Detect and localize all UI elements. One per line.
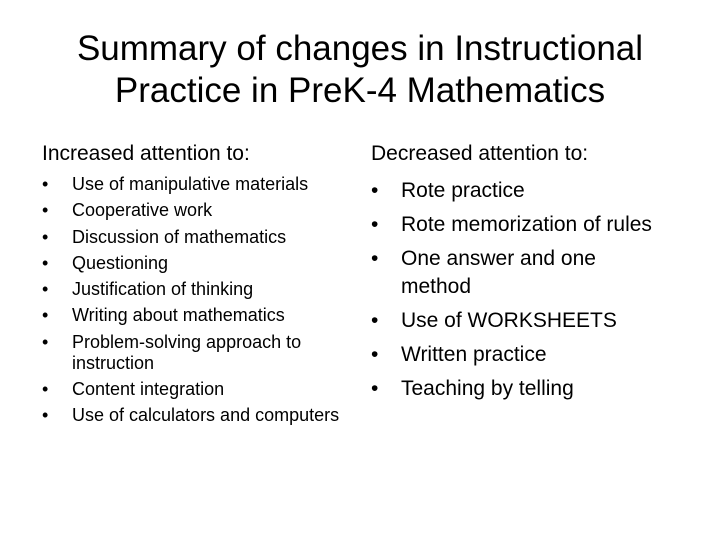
bullet-icon: • <box>42 174 49 194</box>
list-item-text: Teaching by telling <box>401 377 574 400</box>
bullet-icon: • <box>371 213 379 236</box>
decreased-attention-list <box>371 177 671 409</box>
list-item-text: Use of WORKSHEETS <box>401 309 617 332</box>
bullet-icon: • <box>42 331 49 352</box>
list-item <box>42 305 342 326</box>
list-item-text: Rote practice <box>401 179 525 202</box>
list-item <box>371 245 671 301</box>
list-item-text: Questioning <box>72 252 169 273</box>
slide-title-line-1: Summary of changes in Instructional <box>76 29 644 68</box>
list-item <box>42 379 342 400</box>
bullet-icon: • <box>42 279 49 300</box>
list-item <box>371 211 671 239</box>
list-item <box>42 279 342 300</box>
bullet-icon: • <box>42 226 49 247</box>
bullet-icon: • <box>371 179 379 202</box>
list-item-text: Use of calculators and computers <box>72 405 340 426</box>
list-item <box>371 177 671 205</box>
list-item-text: Justification of thinking <box>72 279 254 300</box>
list-item-text: One answer and one method <box>401 247 596 298</box>
bullet-icon: • <box>42 252 49 273</box>
list-item-text: Discussion of mathematics <box>72 226 287 247</box>
list-item-text: Rote memorization of rules <box>401 213 652 236</box>
list-item <box>42 174 342 195</box>
list-item <box>42 405 342 426</box>
list-item-text: Written practice <box>401 343 547 366</box>
increased-attention-list <box>42 174 342 432</box>
list-item-text: Content integration <box>72 379 225 400</box>
increased-attention-heading: Increased attention to: <box>42 142 250 165</box>
list-item <box>42 227 342 248</box>
list-item <box>371 307 671 335</box>
slide-title <box>20 28 700 112</box>
list-item <box>42 253 342 274</box>
list-item <box>42 332 342 374</box>
slide-title-line-2: Practice in PreK-4 Mathematics <box>114 71 606 110</box>
list-item <box>42 200 342 221</box>
bullet-icon: • <box>371 309 379 332</box>
bullet-icon: • <box>42 200 49 221</box>
bullet-icon: • <box>42 305 49 326</box>
list-item-text: Problem-solving approach to instruction <box>72 331 302 373</box>
bullet-icon: • <box>42 379 49 400</box>
bullet-icon: • <box>42 405 49 426</box>
list-item-text: Use of manipulative materials <box>72 174 309 194</box>
list-item <box>371 341 671 369</box>
bullet-icon: • <box>371 343 379 366</box>
decreased-attention-heading: Decreased attention to: <box>371 142 589 165</box>
bullet-icon: • <box>371 377 379 400</box>
list-item-text: Cooperative work <box>72 200 213 221</box>
bullet-icon: • <box>371 247 379 270</box>
list-item-text: Writing about mathematics <box>72 305 285 326</box>
list-item <box>371 375 671 403</box>
